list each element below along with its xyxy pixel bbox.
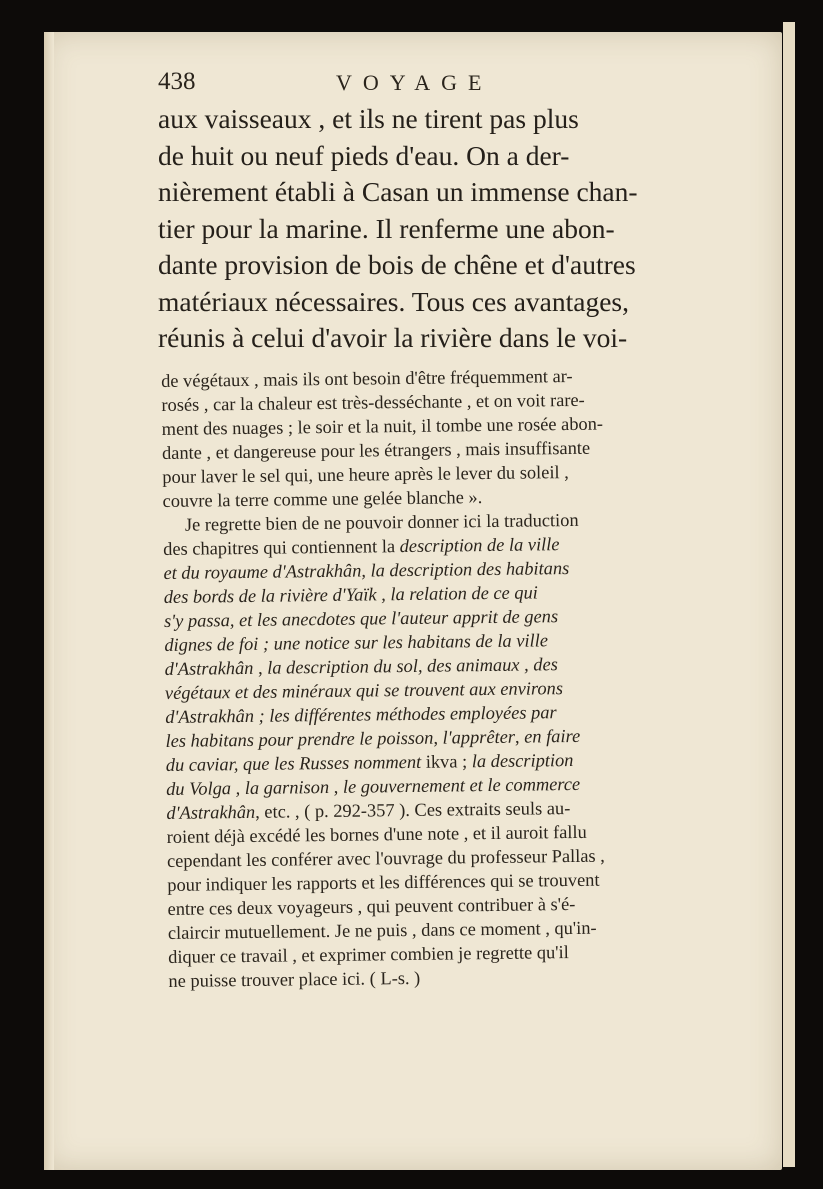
main-text-line: matériaux nécessaires. Tous ces avantages, <box>158 285 629 317</box>
note-text: , <box>514 726 525 747</box>
note-text: ; <box>457 751 472 772</box>
note-italic-text: des bords de la rivière d'Yaïk , la relation de ce qui <box>163 582 538 607</box>
main-text-line: de huit ou neuf pieds d'eau. On a der- <box>158 139 570 171</box>
note-line: pour laver le sel qui, une heure après le lever du soleil , <box>162 462 569 487</box>
note-text: , etc. , ( p. 292-357 ). Ces extraits seuls au- <box>255 798 571 822</box>
note-italic-text: en faire <box>524 725 581 747</box>
note-line: Je regrette bien de ne pouvoir donner ici la traduction <box>184 509 579 535</box>
note-text: , <box>328 776 344 797</box>
note-italic-text: d'Astrakhân <box>166 801 256 823</box>
note-text: , <box>253 657 268 678</box>
note-line: dante , et dangereuse pour les étrangers , mais insuffisante <box>161 437 591 463</box>
note-line: claircir mutuellement. Je ne puis , dans ce moment , qu'in- <box>167 917 597 943</box>
note-italic-text: du Volga , la garnison <box>166 776 330 799</box>
note-text: des chapitres qui contiennent la <box>163 536 400 559</box>
note-line: roient déjà excédé les bornes d'une note , et il auroit fallu <box>166 821 587 847</box>
note-italic-text: l'apprêter <box>442 726 516 748</box>
note-line: pour indiquer les rapports et les différences qui se trouvent <box>167 869 600 895</box>
note-italic-text: s'y passa, et les anecdotes que l'auteur apprit de gens <box>163 606 559 631</box>
main-text-line: réunis à celui d'avoir la rivière dans le voi- <box>158 322 628 353</box>
note-line: couvre la terre comme une gelée blanche ». <box>162 487 483 511</box>
note-text: ikva <box>425 751 458 772</box>
note-line: entre ces deux voyageurs , qui peuvent contribuer à s'é- <box>167 893 576 919</box>
note-line: diquer ce travail , et exprimer combien je regrette qu'il <box>168 942 569 967</box>
note-italic-text: le gouvernement et le commerce <box>342 773 581 797</box>
footnote-block <box>161 362 707 993</box>
note-line: de végétaux , mais ils ont besoin d'être fréquemment ar- <box>161 365 573 391</box>
page-gutter-shadow <box>44 32 54 1170</box>
note-italic-text: la description <box>471 749 574 772</box>
note-italic-text: du caviar, que les Russes nomment <box>165 751 426 775</box>
main-text-line: aux vaisseaux , et ils ne tirent pas plus <box>158 103 579 134</box>
note-italic-text: d'Astrakhân <box>164 657 254 679</box>
note-italic-text: les habitans pour prendre le poisson <box>165 727 434 751</box>
main-text-line: dante provision de bois de chêne et d'autres <box>158 249 636 280</box>
main-text-line: tier pour la marine. Il renferme une abon- <box>158 212 615 244</box>
page-header <box>158 68 678 102</box>
main-text-block <box>158 101 698 357</box>
main-text-line: nièrement établi à Casan un immense chan- <box>158 176 638 207</box>
running-title: VOYAGE <box>336 70 493 95</box>
note-line: ne puisse trouver place ici. ( L-s. ) <box>168 967 421 991</box>
note-italic-text: la description du sol, des animaux , des <box>267 654 558 678</box>
note-line: rosés , car la chaleur est très-desséchante , et on voit rare- <box>161 389 585 415</box>
adjacent-page-edge <box>783 22 795 1167</box>
note-italic-text: description de la ville <box>399 534 560 557</box>
page-number: 438 <box>158 68 196 95</box>
note-text: , <box>433 727 443 748</box>
note-italic-text: d'Astrakhân ; les différentes méthodes employées par <box>165 702 557 727</box>
note-line: ment des nuages ; le soir et la nuit, il tombe une rosée abon- <box>161 413 604 439</box>
note-italic-text: dignes de foi ; une notice sur les habitans de la ville <box>164 630 549 655</box>
note-italic-text: et du royaume d'Astrakhân, la description des habitans <box>163 558 570 583</box>
note-italic-text: végétaux et des minéraux qui se trouvent aux environs <box>164 678 564 703</box>
note-line: cependant les conférer avec l'ouvrage du professeur Pallas , <box>166 845 605 871</box>
